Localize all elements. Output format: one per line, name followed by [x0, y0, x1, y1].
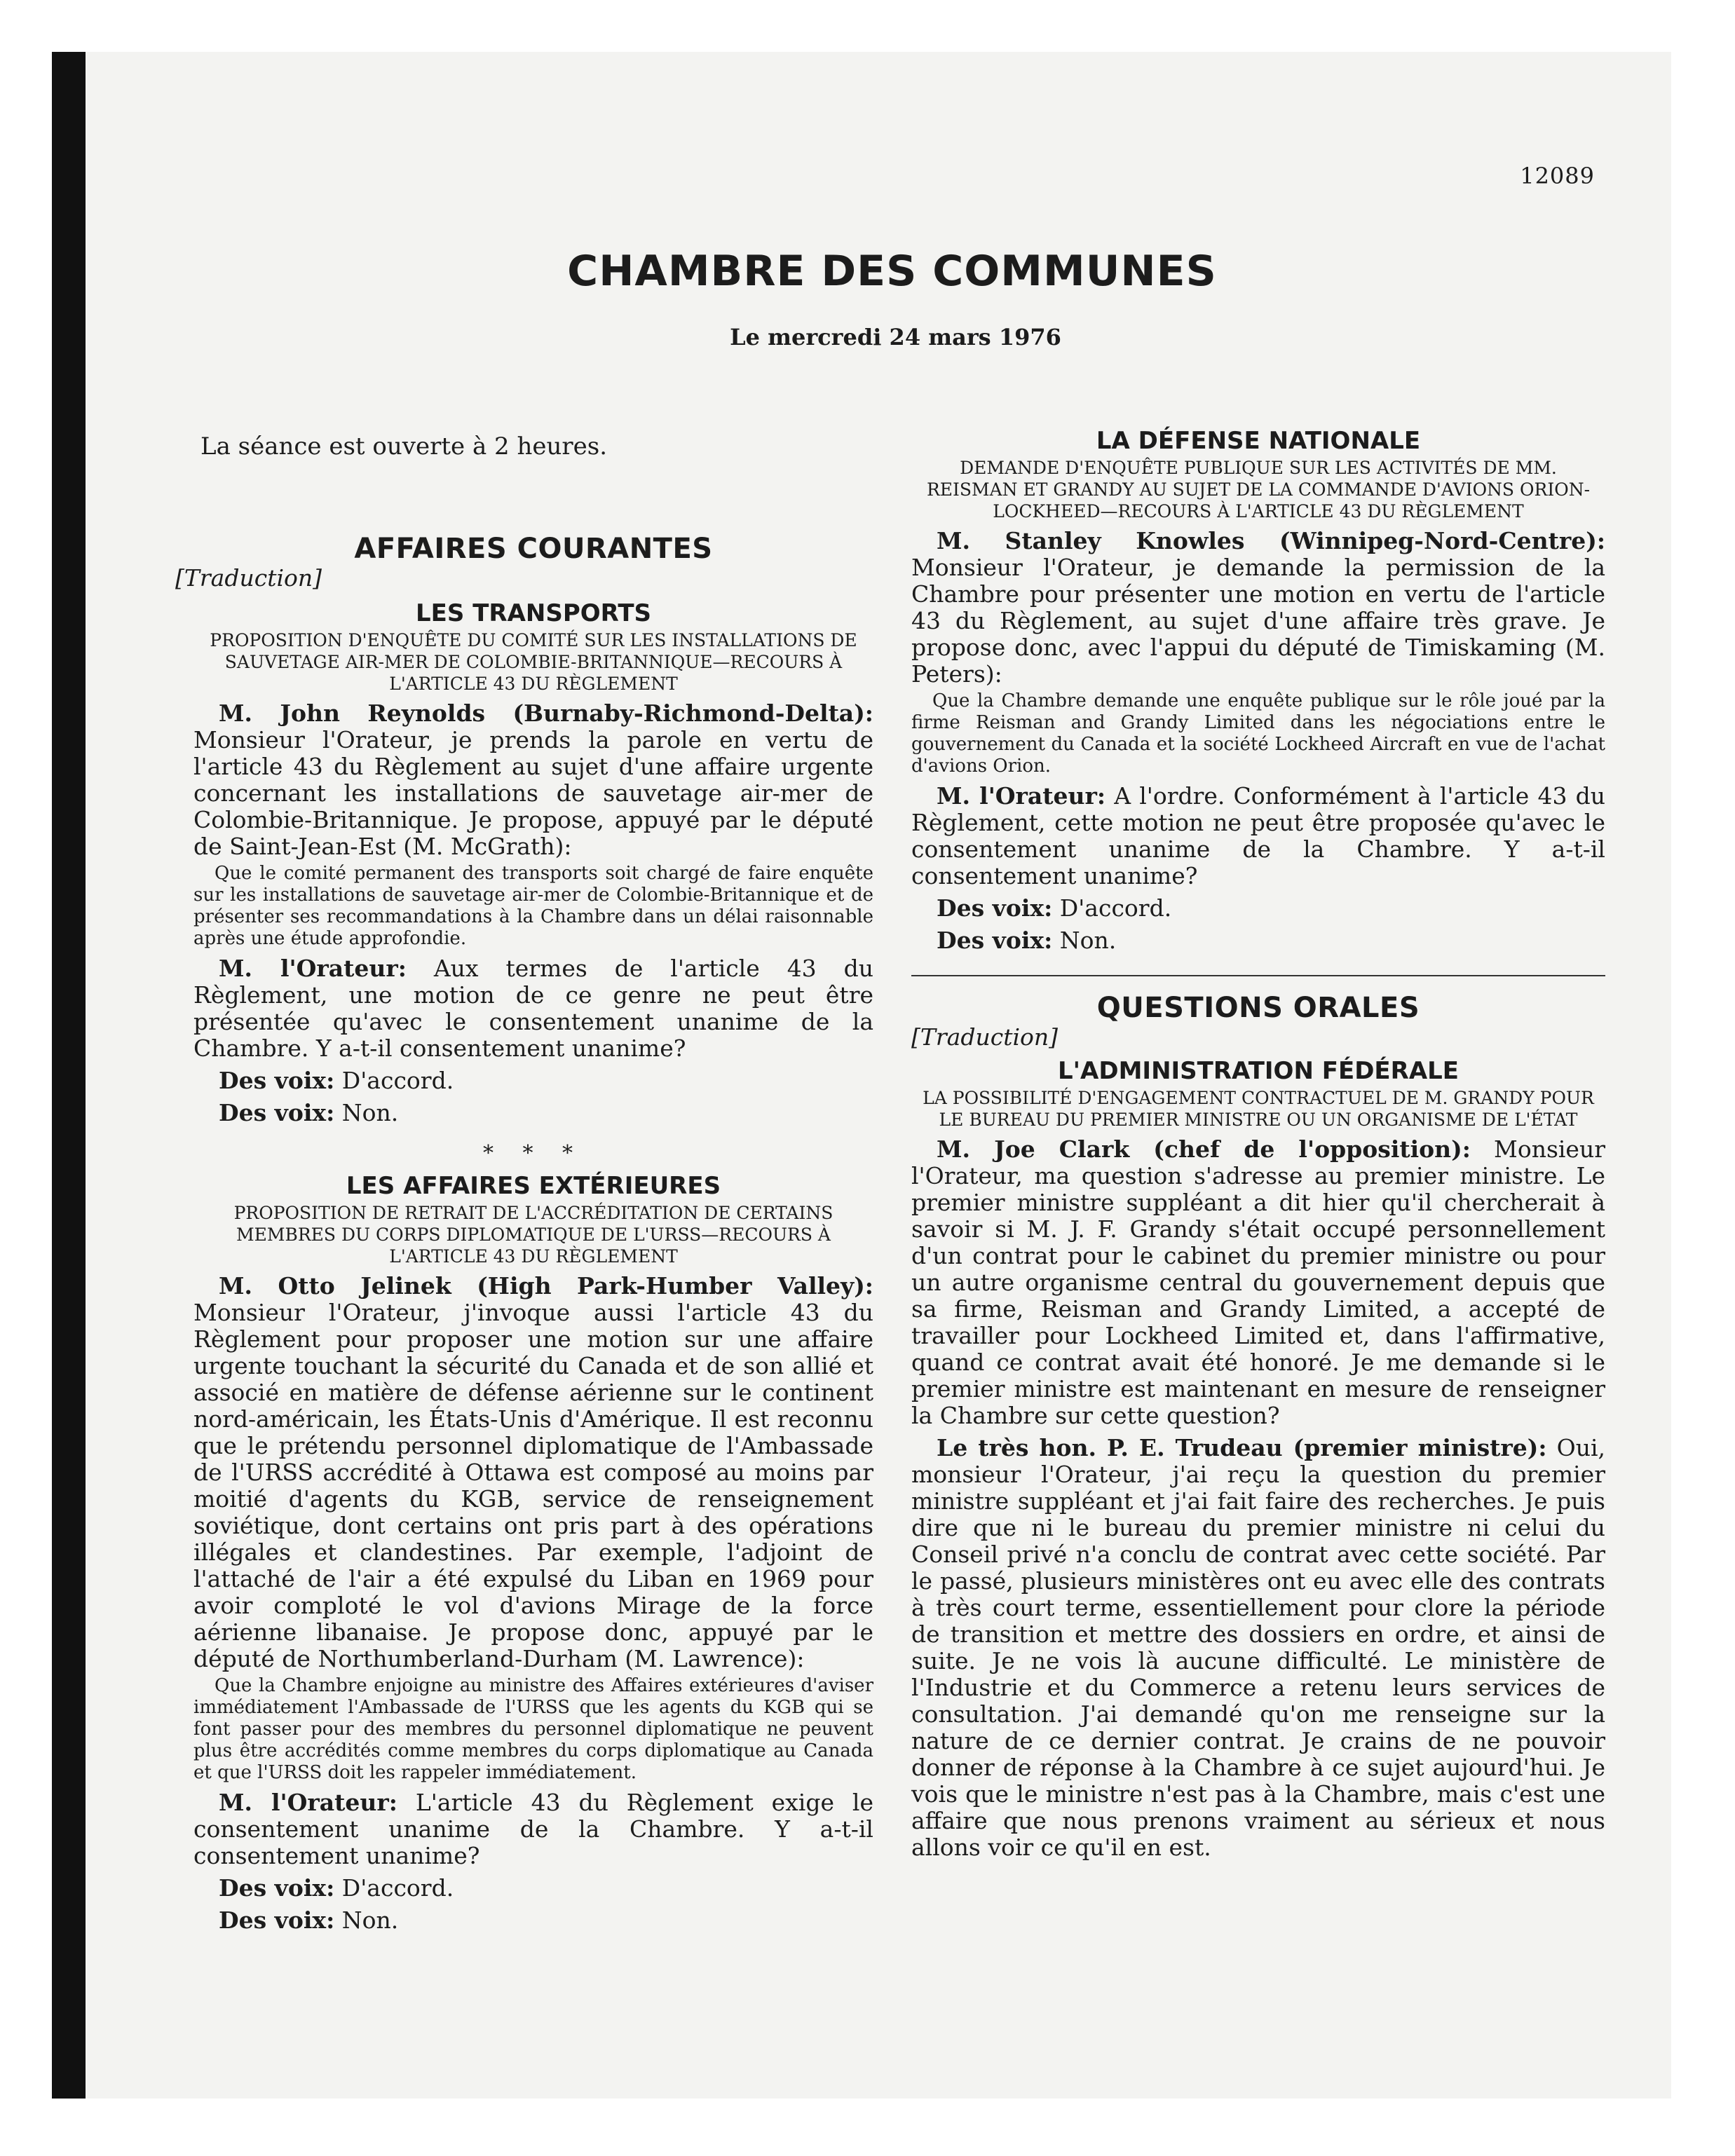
speech-clark [911, 1136, 1605, 1429]
voices-agree [937, 895, 1605, 922]
speaker-name: M. l'Orateur: [219, 955, 407, 982]
speaker-name: Des voix: [937, 927, 1053, 954]
speaker-name: M. l'Orateur: [937, 782, 1106, 810]
voices-no [219, 1100, 873, 1126]
speech-reynolds [193, 700, 873, 860]
speaker-name: Des voix: [219, 1906, 335, 1934]
section-separator: * * * [482, 1141, 585, 1166]
speech-text: A l'ordre. Conformément à l'article 43 du Règlement, cette motion ne peut être proposée qu'avec le consentement unanime de la Chambre. Y a-t-il consentement unanime? [911, 782, 1605, 889]
topic-subtitle-transport: PROPOSITION D'ENQUÊTE DU COMITÉ SUR LES INSTALLATIONS DE SAUVETAGE AIR-MER DE COLOMBIE-BRITANNIQUE—RECOURS À L'ARTICLE 43 DU RÈGLEMENT [210, 630, 857, 694]
page-title: CHAMBRE DES COMMUNES [567, 247, 1217, 296]
speech-text: Monsieur l'Orateur, je prends la parole en vertu de l'article 43 du Règlement au sujet d'une affaire urgente concernant les installations de sauvetage air-mer de Colombie-Britannique. Je propose, appuyé par le député de Saint-Jean-Est (M. McGrath): [193, 726, 873, 860]
speech-text: L'article 43 du Règlement exige le consentement unanime de la Chambre. Y a-t-il consentement unanime? [193, 1789, 873, 1869]
speaker-name: M. Joe Clark (chef de l'opposition): [937, 1135, 1471, 1163]
speech-text: Non. [341, 1099, 399, 1126]
right-column [911, 421, 1605, 1861]
speaker-name: Des voix: [937, 894, 1053, 922]
speech-text: D'accord. [341, 1874, 454, 1902]
speech-jelinek [193, 1273, 873, 1672]
binding-edge [52, 52, 86, 2099]
speech-knowles [911, 528, 1605, 688]
topic-title-federal-administration: L'ADMINISTRATION FÉDÉRALE [1057, 1057, 1460, 1085]
speech-text: D'accord. [1059, 894, 1172, 922]
topic-title-defense: LA DÉFENSE NATIONALE [1096, 427, 1421, 455]
speech-text: Oui, monsieur l'Orateur, j'ai reçu la question du premier ministre suppléant et j'ai fait faire des recherches. Je puis dire que ni le bureau du premier ministre ni celui du Conseil privé n'a conclu de contrat avec cette société. Par le passé, plusieurs ministères ont eu avec elle des contrats à très court terme, essentiellement pour clore la période de transition et mettre des dossiers en ordre, et ainsi de suite. Je ne vois là aucune difficulté. Le ministère de l'Industrie et du Commerce a retenu leurs services de consultation. J'ai demandé qu'on me renseigne sur la nature de ce dernier contrat. Je crains de ne pouvoir donner de réponse à la Chambre à ce sujet aujourd'hui. Je vois que le ministre n'est pas à la Chambre, mais c'est une affaire que nous prenons vraiment au sérieux et nous allons voir ce qu'il en est. [911, 1434, 1605, 1861]
speech-text: Non. [1059, 927, 1117, 954]
motion-text: Que le comité permanent des transports soit chargé de faire enquête sur les installations de sauvetage air-mer de Colombie-Britannique et de présenter ses recommandations à la Chambre dans un délai raisonnable après une étude approfondie. [193, 863, 873, 949]
speaker-name: Des voix: [219, 1099, 335, 1126]
speech-text: Aux termes de l'article 43 du Règlement, une motion de ce genre ne peut être présentée qu'avec le consentement unanime de la Chambre. Y a-t-il consentement unanime? [193, 955, 873, 1062]
voices-no [937, 927, 1605, 954]
section-divider [911, 975, 1605, 976]
speaker-name: M. Stanley Knowles (Winnipeg-Nord-Centre): [937, 527, 1605, 554]
speech-speaker-of-house [911, 783, 1605, 889]
topic-title-foreign-affairs: LES AFFAIRES EXTÉRIEURES [346, 1172, 721, 1200]
section-title-routine: AFFAIRES COURANTES [354, 533, 713, 565]
speech-text: Monsieur l'Orateur, ma question s'adresse au premier ministre. Le premier ministre suppléant a dit hier qu'il chercherait à savoir si M. J. F. Grandy s'était occupé personnellement d'un contrat pour le cabinet du premier ministre ou pour un autre organisme central du gouvernement depuis que sa firme, Reisman and Grandy Limited, a accepté de travailler pour Lockheed Limited et, dans l'affirmative, quand ce contrat avait été honoré. Je me demande si le premier ministre est maintenant en mesure de renseigner la Chambre sur cette question? [911, 1135, 1605, 1429]
speech-text: Non. [341, 1906, 399, 1934]
speech-text: Monsieur l'Orateur, je demande la permission de la Chambre pour présenter une motion en vertu de l'article 43 du Règlement, au sujet d'une affaire très grave. Je propose donc, avec l'appui du député de Timiskaming (M. Peters): [911, 554, 1605, 688]
speaker-name: Des voix: [219, 1874, 335, 1902]
speech-text: D'accord. [341, 1067, 454, 1094]
voices-no [219, 1907, 873, 1934]
speaker-name: M. l'Orateur: [219, 1789, 397, 1816]
topic-subtitle-defense: DEMANDE D'ENQUÊTE PUBLIQUE SUR LES ACTIVITÉS DE MM. REISMAN ET GRANDY AU SUJET DE LA COMMANDE D'AVIONS ORION-LOCKHEED—RECOURS À L'ARTICLE 43 DU RÈGLEMENT [926, 458, 1591, 521]
topic-subtitle-foreign-affairs: PROPOSITION DE RETRAIT DE L'ACCRÉDITATION DE CERTAINS MEMBRES DU CORPS DIPLOMATIQUE DE L'URSS—RECOURS À L'ARTICLE 43 DU RÈGLEMENT [233, 1203, 834, 1267]
topic-subtitle-federal-administration: LA POSSIBILITÉ D'ENGAGEMENT CONTRACTUEL DE M. GRANDY POUR LE BUREAU DU PREMIER MINISTRE OU UN ORGANISME DE L'ÉTAT [923, 1088, 1594, 1130]
motion-text: Que la Chambre enjoigne au ministre des Affaires extérieures d'aviser immédiatement l'Ambassade de l'URSS que les agents du KGB qui se font passer pour des membres du personnel diplomatique ne peuvent plus être accrédités comme membres du corps diplomatique au Canada et que l'URSS doit les rappeler immédiatement. [193, 1675, 873, 1783]
speech-speaker-of-house [193, 1789, 873, 1869]
speaker-name: M. John Reynolds (Burnaby-Richmond-Delta): [219, 700, 873, 727]
sitting-date: Le mercredi 24 mars 1976 [730, 324, 1061, 350]
section-title-oral-questions: QUESTIONS ORALES [1096, 992, 1420, 1024]
speaker-name: Des voix: [219, 1067, 335, 1094]
topic-title-transport: LES TRANSPORTS [416, 599, 651, 627]
page-number: 12089 [1520, 163, 1595, 189]
speaker-name: Le très hon. P. E. Trudeau (premier ministre): [937, 1434, 1547, 1461]
voices-agree [219, 1067, 873, 1094]
translation-note: [Traduction] [175, 564, 322, 592]
voices-agree [219, 1875, 873, 1902]
left-column [175, 421, 873, 1934]
motion-text: Que la Chambre demande une enquête publique sur le rôle joué par la firme Reisman and Grandy Limited dans les négociations entre le gouvernement du Canada et la société Lockheed Aircraft en vue de l'achat d'avions Orion. [911, 690, 1605, 777]
sitting-opening: La séance est ouverte à 2 heures. [200, 432, 608, 460]
translation-note: [Traduction] [911, 1023, 1059, 1051]
speech-trudeau [911, 1435, 1605, 1861]
speech-text: Monsieur l'Orateur, j'invoque aussi l'article 43 du Règlement pour proposer une motion sur une affaire urgente touchant la sécurité du Canada et de son allié et associé en matière de défense aérienne sur le continent nord-américain, les États-Unis d'Amérique. Il est reconnu que le prétendu personnel diplomatique de l'Ambassade de l'URSS accrédité à Ottawa est composé au moins par moitié d'agents du KGB, service de renseignement soviétique, dont certains ont pris part à des opérations illégales et clandestines. Par exemple, l'adjoint de l'attaché de l'air a été expulsé du Liban en 1969 pour avoir comploté le vol d'avions Mirage de la force aérienne libanaise. Je propose donc, appuyé par le député de Northumberland-Durham (M. Lawrence): [193, 1299, 873, 1672]
speaker-name: M. Otto Jelinek (High Park-Humber Valley): [219, 1272, 873, 1299]
speech-speaker-of-house [193, 955, 873, 1062]
